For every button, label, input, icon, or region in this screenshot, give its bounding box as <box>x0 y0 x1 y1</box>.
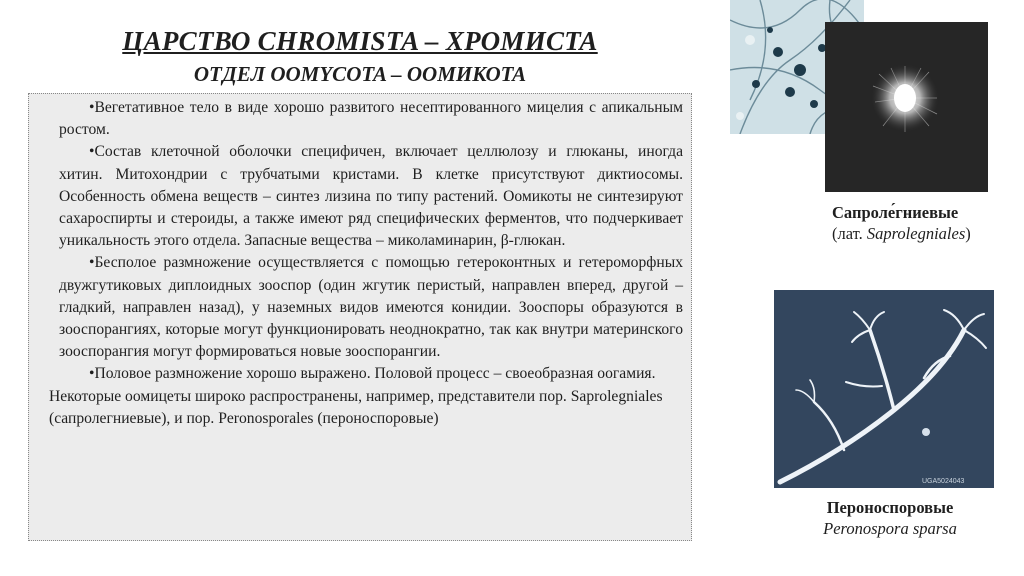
paragraph-cell-wall: •Состав клеточной оболочки специфичен, включает целлюлозу и глюканы, иногда хитин. Митохондрии с трубчатыми кристами. В клетке присутствуют диктиосомы. Особенность обмена веществ – синтез лизина по типу растений. Оомикоты не синтезируют сахароспирты и стероиды, а также имеют ряд специфических ферментов, что подчеркивает уникальность этого отдела. Запасные вещества – миколаминарин, β-глюкан. <box>59 143 683 250</box>
paragraph-examples: Некоторые оомицеты широко распространены, например, представители пор. Saprolegniales (сапролегниевые), и пор. Peronosporales (пероноспоровые) <box>49 387 663 427</box>
photo-watermark: UGA5024043 <box>922 478 965 485</box>
saprolegnia-colony-photo <box>825 22 988 192</box>
peronospora-micrograph-photo <box>774 290 994 488</box>
saprolegnia-caption-latin-prefix: (лат. <box>832 224 867 243</box>
paragraph-vegetative-body: •Вегетативное тело в виде хорошо развитого несептированного мицелия с апикальным ростом. <box>59 99 683 139</box>
peronospora-caption-name: Пероноспоровые <box>826 498 954 517</box>
paragraph-asexual-reproduction: •Бесполое размножение осуществляется с помощью гетероконтных и гетероморфных двужгутиковых диплоидных зооспор (один жгутик перистый, направлен вперед, другой – гладкий, направлен назад), у наземных видов имеются конидии. Зооспоры образуются в зооспорангиях, которые могут функционировать неоднократно, так как внутри материнского зооспорангия могут формироваться новые зооспорангии. <box>59 254 683 361</box>
paragraph-sexual-reproduction: •Половое размножение хорошо выражено. Половой процесс – своеобразная оогамия. <box>89 365 656 383</box>
page-title: ЦАРСТВО CHROMISTA – ХРОМИСТА <box>122 26 598 56</box>
peronospora-caption-latin: Peronospora sparsa <box>823 519 957 538</box>
page-subtitle: ОТДЕЛ OOMYCOTA – ООМИКОТА <box>193 62 527 86</box>
description-textbox <box>28 93 692 541</box>
saprolegnia-caption <box>832 202 1012 244</box>
peronospora-caption <box>790 497 990 539</box>
saprolegnia-caption-latin: Saprolegniales <box>866 224 966 243</box>
saprolegnia-caption-name: Сапроле́гниевые <box>832 203 959 222</box>
saprolegnia-caption-latin-suffix: ) <box>965 224 971 243</box>
